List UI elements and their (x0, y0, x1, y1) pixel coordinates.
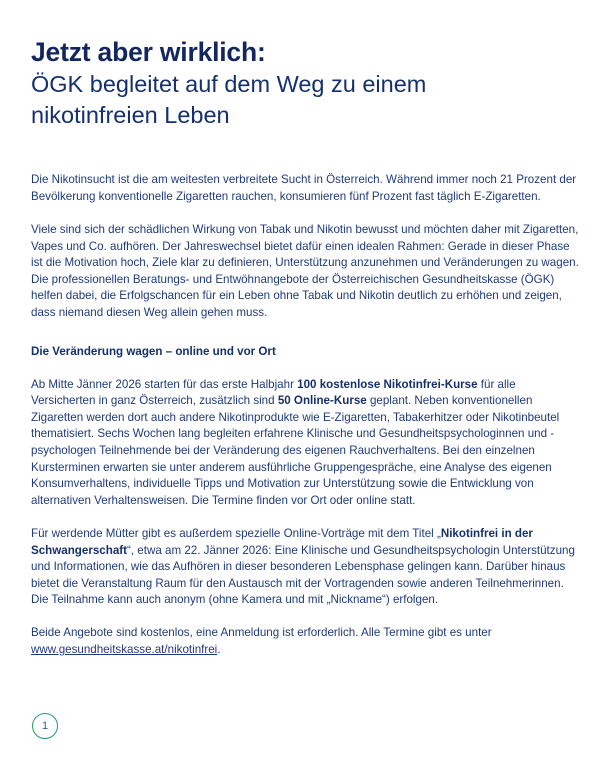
oegk-nikotinfrei-link[interactable]: www.gesundheitskasse.at/nikotinfrei (31, 643, 218, 657)
page-number-label: 1 (41, 720, 49, 732)
courses-text-segment-3: geplant. Neben konventionellen Zigaretten werden dort auch andere Nikotinprodukte wie E-Zigaretten, Tabakerhitzer oder Nikotinbeutel thematisiert. Sechs Wochen lang begleiten erfahrene Klinische und Gesundheitspsychologinnen und -psychologen Teilnehmende bei der Veränderung des eigenen Rauchverhaltens. Bei den einzelnen Kursterminen erwarten sie unter anderem ausführliche Gruppengespräche, eine Analyse des eigenen Konsumverhaltens, individuelle Tipps und Motivation zur Unterstützung sowie die Entwicklung von alternativen Verhaltensweisen. Die Termine finden vor Ort oder online statt. (31, 394, 560, 507)
paragraph-awareness: Viele sind sich der schädlichen Wirkung von Tabak und Nikotin bewusst und möchten daher mit Zigaretten, Vapes und Co. aufhören. Der Jahreswechsel bietet dafür einen idealen Rahmen: Gerade in dieser Phase ist die Motivation hoch, Ziele klar zu definieren, Unterstützung anzunehmen und Veränderungen zu wagen. Die professionellen Beratungs- und Entwöhnangebote der Österreichischen Gesundheitskasse (ÖGK) helfen dabei, die Erfolgschancen für ein Leben ohne Tabak und Nikotin deutlich zu erhöhen und zeigen, dass niemand diesen Weg allein gehen muss. (31, 223, 579, 320)
article-body (31, 172, 583, 658)
courses-text-segment-1: Ab Mitte Jänner 2026 starten für das erste Halbjahr (31, 377, 298, 391)
section-heading-veraenderung: Die Veränderung wagen – online und vor Ort (31, 344, 276, 358)
page-subtitle: ÖGK begleitet auf dem Weg zu einem nikotinfreien Leben (31, 71, 427, 129)
paragraph-intro: Die Nikotinsucht ist die am weitesten verbreitete Sucht in Österreich. Während immer noch 21 Prozent der Bevölkerung konventionelle Zigaretten rauchen, konsumieren fünf Prozent fast täglich E-Zigaretten. (31, 173, 577, 203)
paragraph-pregnancy (31, 526, 583, 609)
page-content (31, 0, 583, 659)
courses-text-segment-2: für alle Versicherten in ganz Österreich, zusätzlich sind (31, 377, 516, 408)
paragraph-registration (31, 625, 583, 658)
pregnancy-text-segment-2: “, etwa am 22. Jänner 2026: Eine Klinische und Gesundheitspsychologin Unterstützung und Informationen, wie das Aufhören in dieser besonderen Lebensphase gelingen kann. Darüber hinaus bietet die Veranstaltung Raum für den Austausch mit der Vortragenden sowie anderen Teilnehmerinnen. Die Teilnahme kann auch anonym (ohne Kamera und mit „Nickname“) erfolgen. (31, 543, 575, 607)
headline-block (31, 0, 583, 131)
page-title: Jetzt aber wirklich: (31, 37, 266, 67)
courses-highlight-online-courses: 50 Online-Kurse (277, 394, 367, 408)
registration-text-segment-2: . (217, 643, 221, 657)
page-number-badge (32, 713, 58, 739)
courses-highlight-free-courses: 100 kostenlose Nikotinfrei-Kurse (297, 377, 478, 391)
pregnancy-highlight-title: Nikotinfrei in der Schwangerschaft (31, 526, 533, 557)
registration-text-segment-1: Beide Angebote sind kostenlos, eine Anmeldung ist erforderlich. Alle Termine gibt es unter (31, 626, 492, 640)
paragraph-courses (31, 377, 583, 510)
pregnancy-text-segment-1: Für werdende Mütter gibt es außerdem spezielle Online-Vorträge mit dem Titel „ (31, 526, 441, 540)
